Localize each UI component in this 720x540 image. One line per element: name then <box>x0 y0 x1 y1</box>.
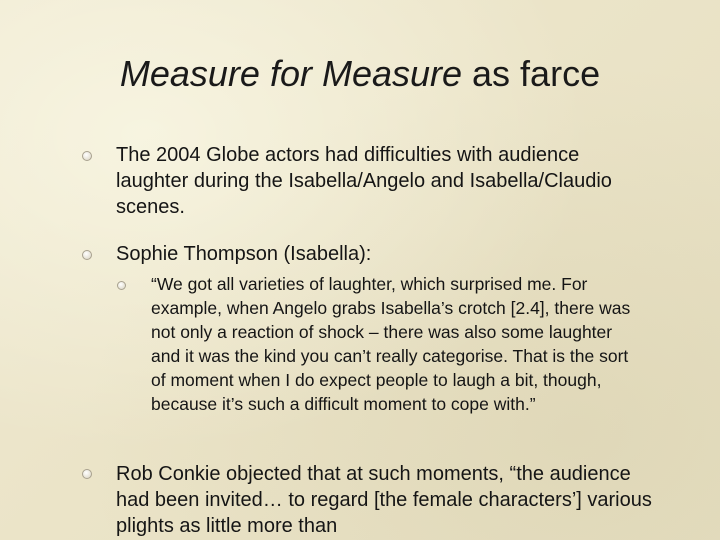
slide-title <box>0 52 720 96</box>
bullet-text-1: The 2004 Globe actors had difficulties with audience laughter during the Isabella/Angelo and Isabella/Claudio scenes. <box>116 144 612 218</box>
bullet-circle-icon <box>82 469 92 479</box>
bullet-text-3: Rob Conkie objected that at such moments, “the audience had been invited… to regard [the female characters’] various plights as little more than <box>116 463 652 537</box>
slide-title-italic: Measure for Measure <box>119 53 463 94</box>
slide-title-rest: as farce <box>462 53 601 94</box>
bullet-circle-icon <box>82 151 92 161</box>
bullet-text-2: Sophie Thompson (Isabella): <box>116 243 372 265</box>
sub-bullet-circle-icon <box>117 281 126 290</box>
bullet-circle-icon <box>82 250 92 260</box>
sub-bullet-quote: “We got all varieties of laughter, which surprised me. For example, when Angelo grabs Isabella’s crotch [2.4], there was not only a reaction of shock – there was also some laughter and it was the kind you can’t really categorise. That is the sort of moment when I do expect people to laugh a bit, though, because it’s such a difficult moment to cope with.” <box>151 274 631 414</box>
